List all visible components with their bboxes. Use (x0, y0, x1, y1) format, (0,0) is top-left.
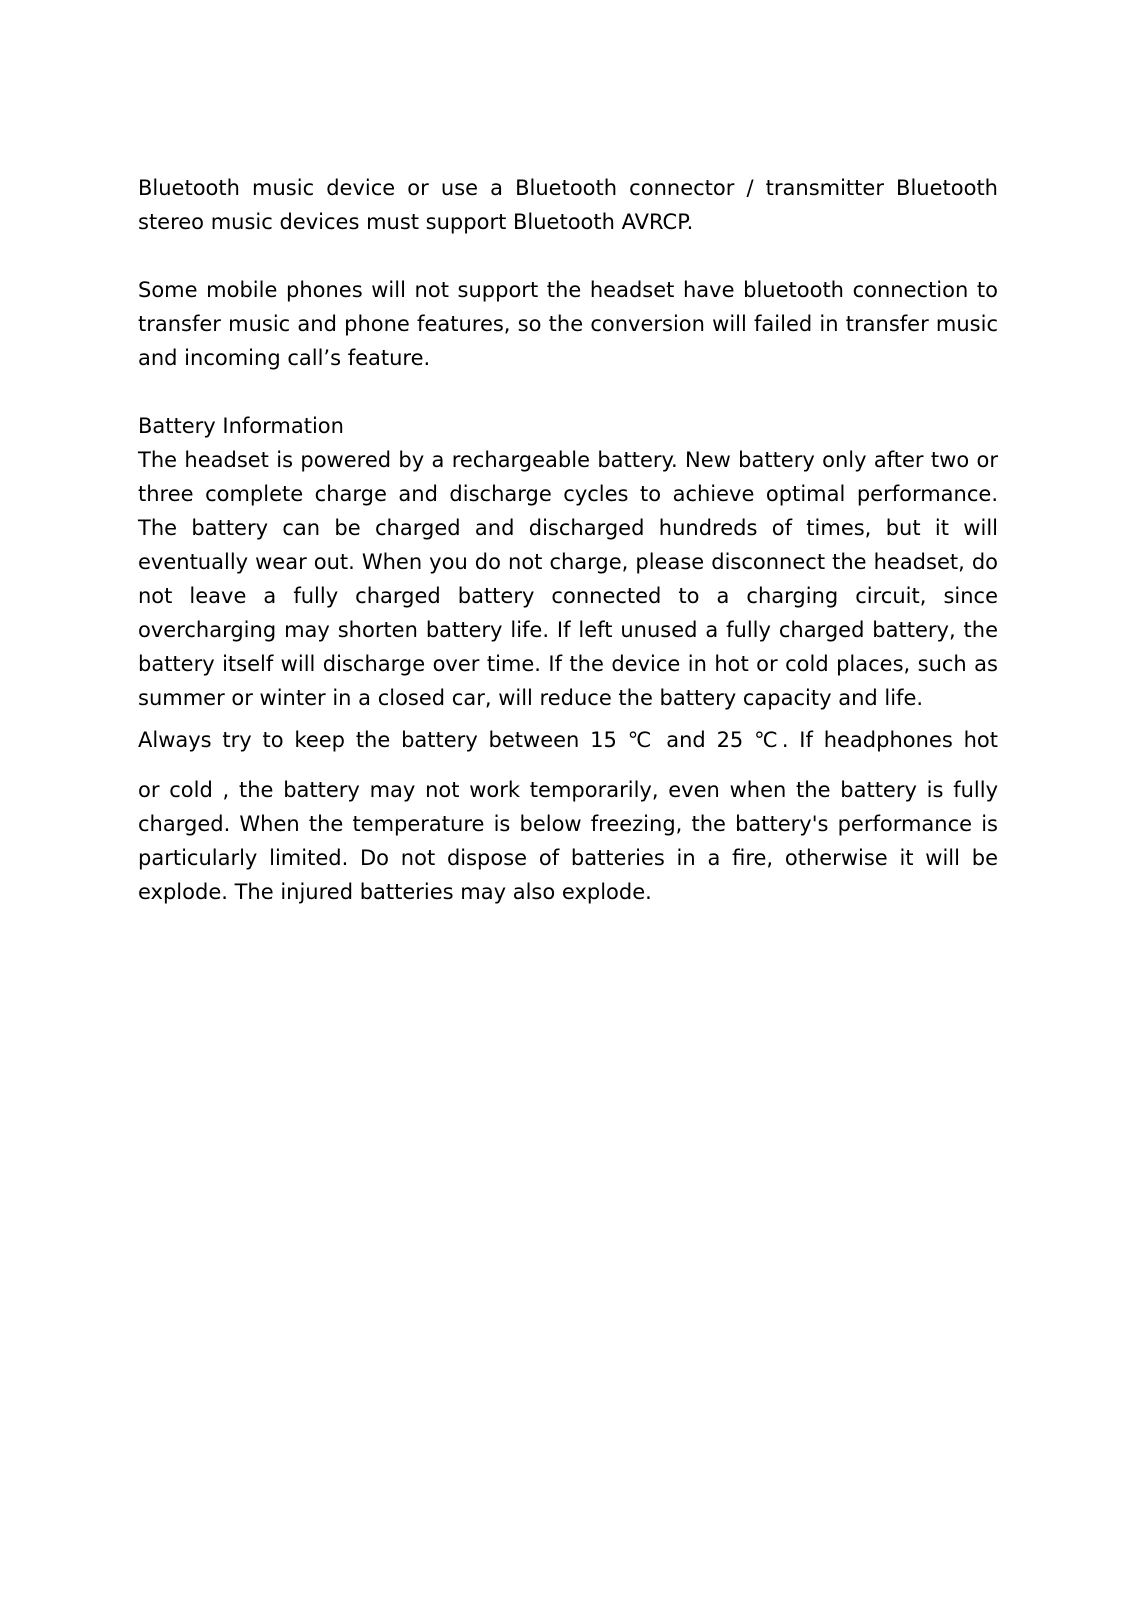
paragraph-battery-warnings: or cold , the battery may not work temporarily, even when the battery is fully charged. When the temperature is below freezing, the battery's performance is particularly limited. Do not dispose of batteries in a fire, otherwise it will be explode. The injured batteries may also explode. (138, 778, 998, 904)
document-body (138, 171, 998, 909)
paragraph-spacer (138, 239, 998, 273)
paragraph-battery-temperature: Always try to keep the battery between 15 ℃ and 25 ℃. If headphones hot (138, 728, 998, 752)
paragraph-spacer (138, 375, 998, 409)
battery-information-heading: Battery Information (138, 414, 344, 438)
paragraph-bluetooth-avrcp: Bluetooth music device or use a Bluetooth connector / transmitter Bluetooth stereo music devices must support Bluetooth AVRCP. (138, 176, 998, 234)
paragraph-phone-compatibility: Some mobile phones will not support the headset have bluetooth connection to transfer music and phone features, so the conversion will failed in transfer music and incoming call’s feature. (138, 278, 998, 370)
paragraph-battery-information: The headset is powered by a rechargeable battery. New battery only after two or three complete charge and discharge cycles to achieve optimal performance. The battery can be charged and discharged hundreds of times, but it will eventually wear out. When you do not charge, please disconnect the headset, do not leave a fully charged battery connected to a charging circuit, since overcharging may shorten battery life. If left unused a fully charged battery, the battery itself will discharge over time. If the device in hot or cold places, such as summer or winter in a closed car, will reduce the battery capacity and life. (138, 448, 998, 710)
